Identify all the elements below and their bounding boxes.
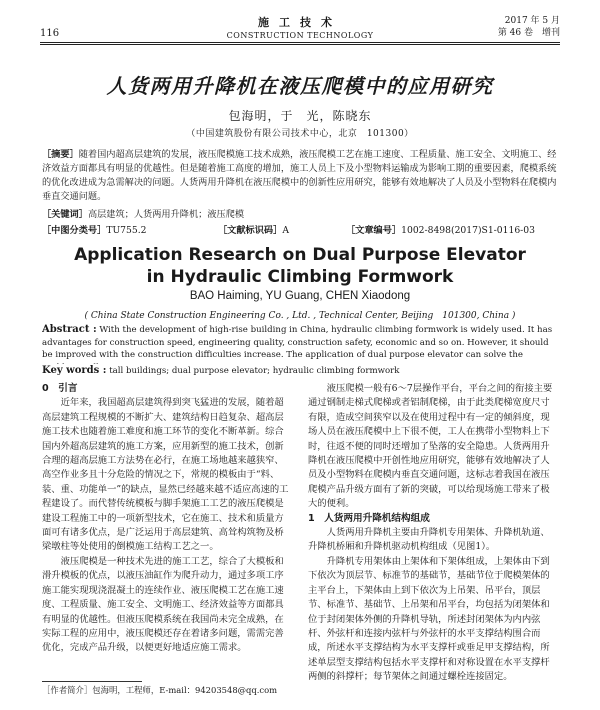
body-column-right (308, 382, 558, 700)
header-rule-bottom (40, 44, 560, 45)
affiliation-cn: （中国建筑股份有限公司技术中心，北京 101300） (186, 129, 414, 139)
issue-date: 2017 年 5 月 (504, 16, 560, 26)
affiliation-en: ( China State Construction Engineering Co. , Ltd. , Technical Center, Beijing 101300, China ) (84, 311, 516, 321)
keywords-cn-text: 高层建筑；人货两用升降机；液压爬模 (87, 209, 245, 220)
authors-cn: 包海明，于 光，陈晓东 (228, 109, 372, 123)
clc-code (42, 222, 147, 236)
body-paragraph: 液压爬模是一种技术先进的施工工艺，综合了大模板和滑升模板的优点，以液压油缸作为爬升动力，通过多项工序施工能实现现浇混凝土的连续作业、液压爬模工艺在施工速度、工程质量、施工安全、文明施工、经济效益等方面都具有明显的优越性。但液压爬模系统在我国尚未完全成熟，在实际工程的应用中，液压爬模还存在着诸多问题，需需完善优化，完成产品升级，以便更好地适应施工需求。 (42, 555, 284, 654)
body-column-left (42, 382, 292, 680)
classification-row (42, 222, 558, 236)
abstract-cn-label: ［摘要］ (42, 149, 79, 160)
abstract-en (42, 324, 558, 364)
clc-label: ［中图分类号］ (42, 225, 107, 236)
abstract-en-text: With the development of high-rise building in China, hydraulic climbing formwork is widely used. It has advantages for construction speed, engineering quality, construction safety, economic and so on. However, it should be improved with the construction difficulties increase. The application of dual purpose elevator can solve the (42, 325, 553, 360)
abstract-cn (42, 148, 558, 208)
journal-name-en: CONSTRUCTION TECHNOLOGY (226, 31, 374, 40)
body-paragraph: 人货两用升降机主要由升降机专用架体、升降机轨道、升降机桥厢和升降机驱动机构组成（见图1）。 (308, 527, 550, 553)
authors-en: BAO Haiming, YU Guang, CHEN Xiaodong (189, 290, 411, 302)
body-paragraph: 升降机专用架体由上架体和下架体组成，上架体由下到下依次为顶层节、标准节的基础节，基础节位于爬模架体的主平台上，下架体由上到下依次为上吊架、吊平台，顶层节、标准节、基础节、上吊架和吊平台，均包括为闭架体和位于封闭架体外侧的升降机导轨，所述封闭架体为内内弦杆、外弦杆和连接内弦杆与外弦杆的水平支撑结构围合而成，所述水平支撑结构为水平支撑杆或垂足甲支撑结构，所述单层型支撑结构包括水平支撑杆和对称设置在水平支撑杆两侧的斜撑杆；每节架体之间通过螺栓连接固定。 (308, 555, 550, 683)
document-code (218, 222, 289, 236)
abstract-cn-text: 随着国内超高层建筑的发展，液压爬模施工技术成熟，液压爬模工艺在施工速度、工程质量、施工安全、文明施工、经济效益方面都具有明显的优越性。但是随着施工高度的增加，施工人员上下及小型物料运输成为影响工期的重要因素，爬模系统的优化改进成为急需解决的问题。人货两用升降机在液压爬模中的创新性应用研究，能够有效地解决了人员及小型物料在爬模内垂直交通问题。 (42, 149, 557, 202)
issue-volume: 第 46 卷 增刊 (497, 28, 560, 38)
header-rule-top (40, 42, 560, 43)
keywords-en-text: tall buildings; dual purpose elevator; hydraulic climbing formwork (109, 366, 400, 376)
title-en-line1: Application Research on Dual Purpose Elevator (74, 245, 526, 265)
author-footnote: ［作者简介］包海明，工程师，E-mail：94203548@qq.com (42, 685, 278, 695)
body-paragraph: 近年来，我国超高层建筑得到突飞猛进的发展，随着超高层建筑工程规模的不断扩大、建筑结构日趋复杂、超高层施工技术也随着施工难度和施工环节的变化不断革新。综合国内外超高层建筑的施工方案，应用新型的施工技术，创新合理的超高层施工方法势在必行，在施工场地越来越狭窄、高空作业多且十分危险的情况之下，常规的模板由于“料、装、重、功能单一”的缺点，显然已经越来越不适应高速的工程建设了。而代替传统模板与脚手架施工工艺的液压爬模是建设工程施工中的一项新型技术，它在施工、技术和质量方面可有诸多优点，是广泛运用于高层建筑、高耸构筑物及桥梁墩柱等处使用的倒模施工结构工艺之一。 (42, 397, 289, 553)
title-en (0, 244, 600, 288)
abstract-en-label: Abstract : (42, 324, 97, 335)
section-0-heading: 0 引言 (42, 383, 78, 394)
doc-label: ［文献标识码］ (218, 225, 283, 236)
article-label: ［文章编号］ (346, 225, 402, 236)
article-number (346, 222, 535, 236)
body-paragraph: 液压爬模一般有6～7层操作平台，平台之间的衔接主要通过钢制走梯式爬梯或者铝制爬梯，由于此类爬梯宽度尺寸有限，造成空间狭窄以及在使用过程中有一定的倾斜度，现场人员在液压爬模中上下很不便，工人在携带小型物料上下时，往返不便的同时还增加了坠落的安全隐患。人货两用升降机在液压爬模中开创性地应用研究，能够有效地解决了人员及小型物料在爬模内垂直交通问题，这标志着我国在液压爬模产品升级方面有了新的突破，可以给现场施工带来了极大的便利。 (308, 383, 553, 510)
page-number: 116 (40, 28, 60, 39)
clc-value: TU755.2 (106, 225, 147, 236)
keywords-cn-label: ［关键词］ (42, 209, 88, 220)
footnote-rule (42, 681, 142, 682)
keywords-cn (42, 208, 558, 222)
article-value: 1002-8498(2017)S1-0116-03 (401, 225, 535, 236)
journal-name-cn: 施工技术 (258, 16, 342, 29)
title-en-line2: in Hydraulic Climbing Formwork (146, 267, 454, 287)
issue-info (498, 15, 560, 39)
section-1-heading: 1 人货两用升降机结构组成 (308, 512, 430, 524)
title-cn: 人货两用升降机在液压爬模中的应用研究 (106, 74, 494, 98)
keywords-en-label: Key words : (42, 365, 107, 376)
keywords-en (42, 364, 558, 378)
doc-value: A (282, 225, 289, 236)
